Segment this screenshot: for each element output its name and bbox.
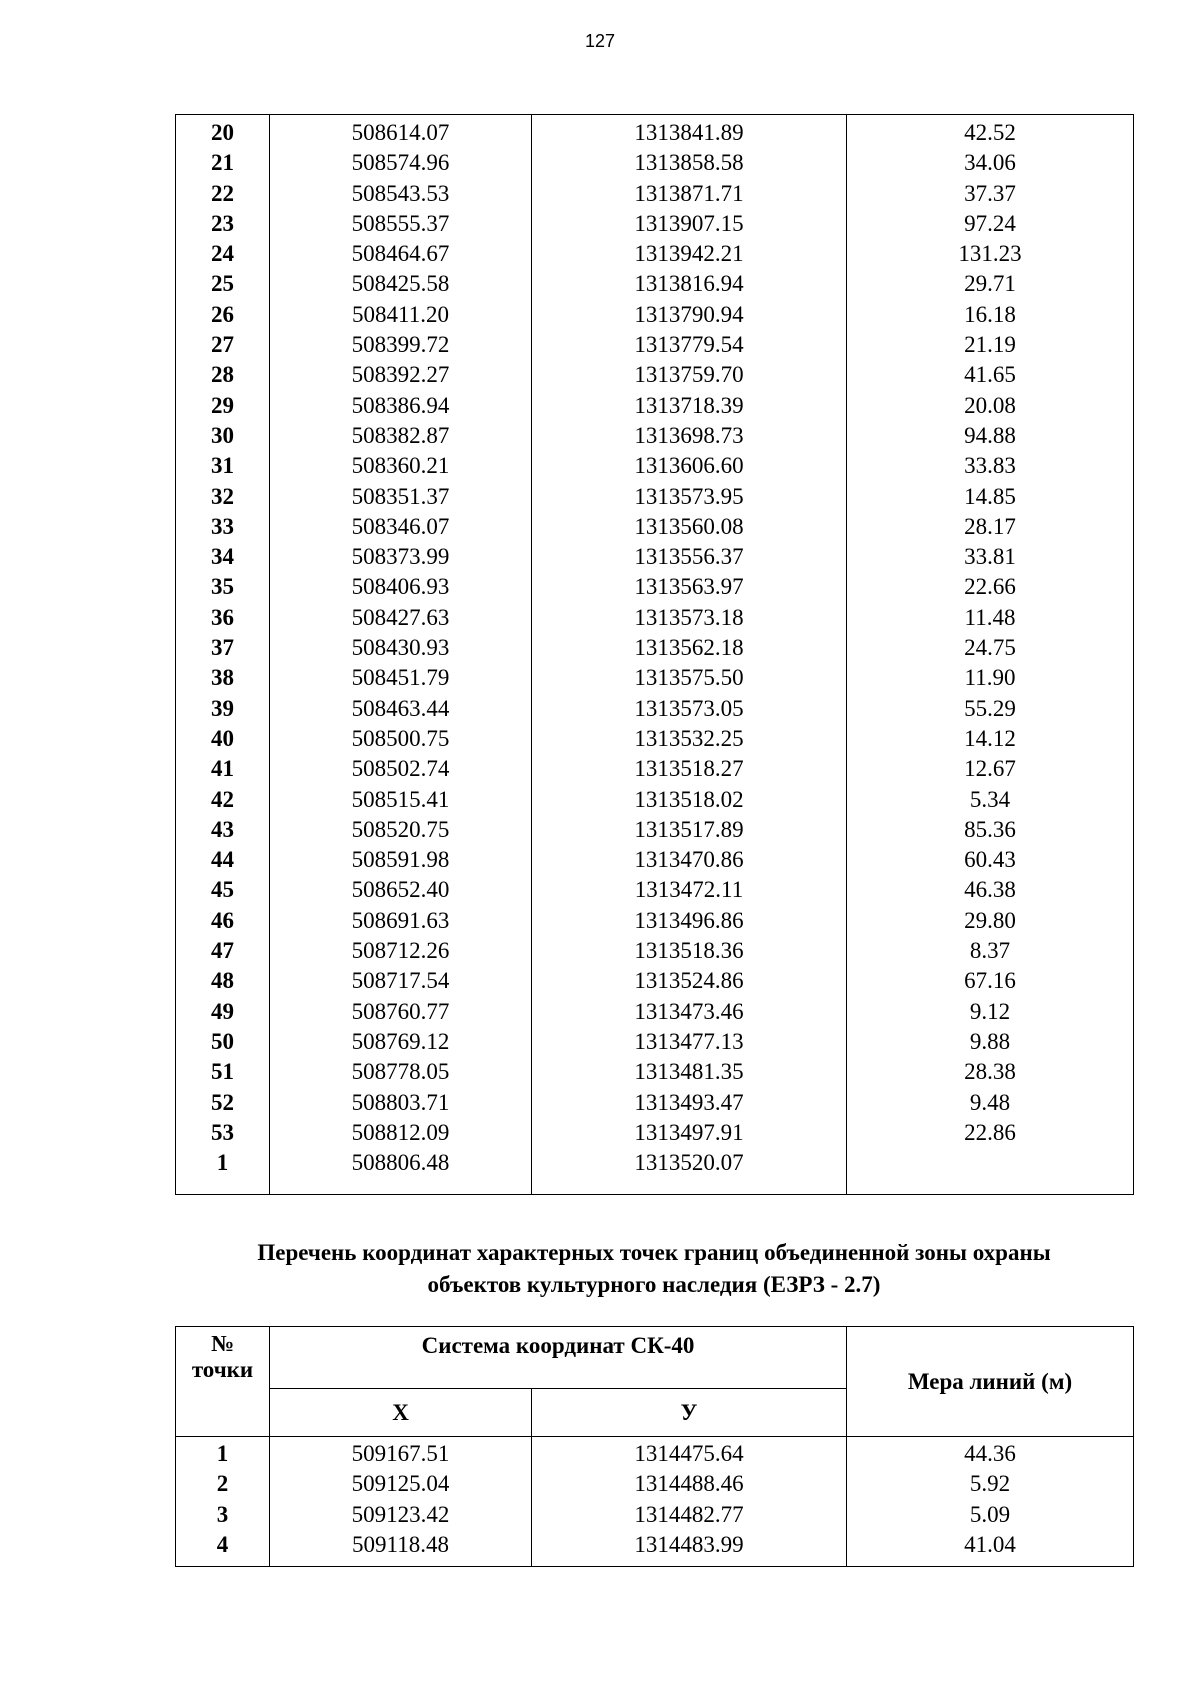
cell-num: 52 bbox=[211, 1089, 234, 1115]
cell-m: 5.09 bbox=[969, 1501, 1011, 1527]
cell-y: 1314475.64 bbox=[634, 1441, 744, 1466]
header-point-number-line-2: точки bbox=[191, 1357, 254, 1382]
cell-x: 508712.26 bbox=[351, 938, 450, 964]
cell-x: 509167.51 bbox=[351, 1441, 450, 1466]
cell-m: 34.06 bbox=[964, 150, 1016, 176]
cell-num: 28 bbox=[211, 362, 234, 388]
cell-y: 1313858.58 bbox=[634, 150, 744, 176]
cell-x: 508500.75 bbox=[351, 725, 450, 751]
cell-num: 53 bbox=[211, 1119, 234, 1145]
header-coordinate-system: Система координат СК-40 bbox=[270, 1327, 847, 1389]
header-y: У bbox=[532, 1389, 847, 1437]
cell-num: 44 bbox=[211, 847, 234, 873]
cell-num: 48 bbox=[211, 968, 234, 994]
cell-x: 508360.21 bbox=[351, 453, 450, 479]
cell-m: 22.86 bbox=[964, 1119, 1016, 1145]
cell-m: 44.36 bbox=[964, 1441, 1016, 1466]
cell-x: 508399.72 bbox=[351, 332, 450, 358]
cell-y: 1314482.77 bbox=[634, 1501, 744, 1527]
y-coordinate-column bbox=[532, 1437, 847, 1567]
cell-y: 1313907.15 bbox=[634, 210, 744, 236]
cell-num: 51 bbox=[211, 1059, 234, 1085]
cell-m bbox=[847, 1148, 1133, 1178]
page-number: 127 bbox=[584, 31, 616, 51]
cell-y: 1313517.89 bbox=[634, 816, 744, 842]
cell-m: 9.48 bbox=[969, 1089, 1011, 1115]
header-point-number-line-1: № bbox=[210, 1331, 235, 1356]
cell-y: 1313518.02 bbox=[634, 786, 744, 812]
cell-y: 1313871.71 bbox=[634, 180, 744, 206]
x-coordinate-column bbox=[270, 1437, 532, 1567]
cell-x: 508464.67 bbox=[351, 241, 450, 267]
cell-x: 508430.93 bbox=[351, 635, 450, 661]
cell-y: 1313560.08 bbox=[634, 513, 744, 539]
cell-num: 31 bbox=[211, 453, 234, 479]
cell-m: 33.81 bbox=[964, 544, 1016, 570]
cell-y: 1313470.86 bbox=[634, 847, 744, 873]
cell-m: 14.12 bbox=[964, 725, 1016, 751]
cell-y: 1313606.60 bbox=[634, 453, 744, 479]
cell-y: 1313575.50 bbox=[634, 665, 744, 691]
cell-x: 508351.37 bbox=[351, 483, 450, 509]
cell-y: 1313532.25 bbox=[634, 725, 744, 751]
cell-y: 1313573.95 bbox=[634, 483, 744, 509]
line-measure-column bbox=[847, 1437, 1134, 1567]
point-number-column bbox=[176, 115, 270, 1195]
cell-m: 60.43 bbox=[964, 847, 1016, 873]
cell-y: 1313759.70 bbox=[634, 362, 744, 388]
cell-m: 46.38 bbox=[964, 877, 1016, 903]
cell-y: 1313524.86 bbox=[634, 968, 744, 994]
table-row bbox=[176, 115, 1134, 1195]
cell-num: 26 bbox=[211, 301, 234, 327]
cell-m: 28.17 bbox=[964, 513, 1016, 539]
cell-x: 508803.71 bbox=[351, 1089, 450, 1115]
cell-y: 1313472.11 bbox=[634, 877, 744, 903]
cell-num: 43 bbox=[211, 816, 234, 842]
cell-y: 1313481.35 bbox=[634, 1059, 744, 1085]
cell-num: 3 bbox=[216, 1501, 229, 1527]
cell-m: 8.37 bbox=[969, 938, 1011, 964]
cell-m: 16.18 bbox=[964, 301, 1016, 327]
cell-y: 1313790.94 bbox=[634, 301, 744, 327]
cell-num: 46 bbox=[211, 907, 234, 933]
line-measure-column bbox=[847, 115, 1134, 1195]
coordinates-table-ezrz-2-7 bbox=[175, 1326, 1134, 1567]
cell-x: 508812.09 bbox=[351, 1119, 450, 1145]
cell-m: 20.08 bbox=[964, 392, 1016, 418]
section-title-line-2: объектов культурного наследия (ЕЗРЗ - 2.7) bbox=[427, 1272, 881, 1297]
coordinates-table-continued bbox=[175, 114, 1134, 1195]
cell-m: 33.83 bbox=[964, 453, 1016, 479]
header-line-measure: Мера линий (м) bbox=[847, 1327, 1134, 1437]
header-x: Х bbox=[270, 1389, 532, 1437]
section-title bbox=[175, 1237, 1133, 1301]
cell-y: 1313718.39 bbox=[634, 392, 744, 418]
cell-m: 28.38 bbox=[964, 1059, 1016, 1085]
cell-y: 1313573.05 bbox=[634, 695, 744, 721]
header-point-number bbox=[176, 1327, 270, 1437]
cell-x: 508386.94 bbox=[351, 392, 450, 418]
cell-num: 24 bbox=[211, 241, 234, 267]
cell-num: 42 bbox=[211, 786, 234, 812]
cell-y: 1313563.97 bbox=[634, 574, 744, 600]
cell-y: 1313518.36 bbox=[634, 938, 744, 964]
cell-m: 42.52 bbox=[964, 120, 1016, 145]
cell-m: 5.92 bbox=[969, 1471, 1011, 1497]
cell-m: 14.85 bbox=[964, 483, 1016, 509]
cell-num: 38 bbox=[211, 665, 234, 691]
cell-y: 1313562.18 bbox=[634, 635, 744, 661]
cell-num: 22 bbox=[211, 180, 234, 206]
cell-x: 508543.53 bbox=[351, 180, 450, 206]
cell-num: 45 bbox=[211, 877, 234, 903]
cell-x: 508760.77 bbox=[351, 998, 450, 1024]
cell-x: 508346.07 bbox=[351, 513, 450, 539]
cell-x: 508451.79 bbox=[351, 665, 450, 691]
cell-y: 1313556.37 bbox=[634, 544, 744, 570]
cell-num: 33 bbox=[211, 513, 234, 539]
cell-x: 508778.05 bbox=[351, 1059, 450, 1085]
cell-num: 20 bbox=[211, 120, 234, 145]
cell-m: 29.71 bbox=[964, 271, 1016, 297]
cell-m: 11.48 bbox=[964, 604, 1016, 630]
cell-y: 1313942.21 bbox=[634, 241, 744, 267]
cell-x: 508769.12 bbox=[351, 1028, 450, 1054]
cell-m: 94.88 bbox=[964, 422, 1016, 448]
cell-m: 131.23 bbox=[958, 241, 1022, 267]
cell-num: 23 bbox=[211, 210, 234, 236]
cell-m: 85.36 bbox=[964, 816, 1016, 842]
cell-m: 5.34 bbox=[969, 786, 1011, 812]
cell-num: 50 bbox=[211, 1028, 234, 1054]
cell-x: 508555.37 bbox=[351, 210, 450, 236]
cell-num: 29 bbox=[211, 392, 234, 418]
cell-m: 22.66 bbox=[964, 574, 1016, 600]
cell-m: 55.29 bbox=[964, 695, 1016, 721]
cell-x: 509118.48 bbox=[352, 1531, 449, 1557]
cell-m: 9.88 bbox=[969, 1028, 1011, 1054]
section-title-line-1: Перечень координат характерных точек границ объединенной зоны охраны bbox=[257, 1240, 1051, 1265]
x-coordinate-column bbox=[270, 115, 532, 1195]
cell-x: 508574.96 bbox=[351, 150, 450, 176]
cell-m: 29.80 bbox=[964, 907, 1016, 933]
cell-m: 24.75 bbox=[964, 635, 1016, 661]
cell-x: 508717.54 bbox=[351, 968, 450, 994]
cell-num: 49 bbox=[211, 998, 234, 1024]
cell-y: 1313493.47 bbox=[634, 1089, 744, 1115]
cell-x: 508427.63 bbox=[351, 604, 450, 630]
cell-x: 508463.44 bbox=[351, 695, 450, 721]
cell-num: 25 bbox=[211, 271, 234, 297]
cell-num: 40 bbox=[211, 725, 234, 751]
cell-num: 39 bbox=[211, 695, 234, 721]
cell-y: 1313841.89 bbox=[634, 120, 744, 145]
cell-num: 2 bbox=[216, 1471, 229, 1497]
cell-x: 509123.42 bbox=[351, 1501, 450, 1527]
cell-x: 508411.20 bbox=[352, 301, 449, 327]
cell-num: 35 bbox=[211, 574, 234, 600]
cell-y: 1313779.54 bbox=[634, 332, 744, 358]
cell-m: 9.12 bbox=[969, 998, 1011, 1024]
cell-x: 509125.04 bbox=[351, 1471, 450, 1497]
cell-x: 508591.98 bbox=[351, 847, 450, 873]
cell-y: 1313520.07 bbox=[634, 1150, 744, 1176]
cell-num: 36 bbox=[211, 604, 234, 630]
cell-y: 1314483.99 bbox=[634, 1531, 744, 1557]
cell-num: 30 bbox=[211, 422, 234, 448]
cell-x: 508614.07 bbox=[351, 120, 450, 145]
cell-num: 1 bbox=[216, 1441, 229, 1466]
cell-m: 11.90 bbox=[964, 665, 1016, 691]
cell-m: 21.19 bbox=[964, 332, 1016, 358]
cell-num: 41 bbox=[211, 756, 234, 782]
cell-m: 12.67 bbox=[964, 756, 1016, 782]
cell-num: 34 bbox=[211, 544, 234, 570]
cell-x: 508392.27 bbox=[351, 362, 450, 388]
cell-x: 508406.93 bbox=[351, 574, 450, 600]
table-row bbox=[176, 1437, 1134, 1567]
cell-x: 508502.74 bbox=[351, 756, 450, 782]
cell-y: 1313698.73 bbox=[634, 422, 744, 448]
cell-m: 41.65 bbox=[964, 362, 1016, 388]
cell-x: 508373.99 bbox=[351, 544, 450, 570]
cell-x: 508515.41 bbox=[351, 786, 450, 812]
cell-num: 21 bbox=[211, 150, 234, 176]
cell-y: 1313477.13 bbox=[634, 1028, 744, 1054]
cell-num: 27 bbox=[211, 332, 234, 358]
cell-num: 37 bbox=[211, 635, 234, 661]
cell-x: 508652.40 bbox=[351, 877, 450, 903]
cell-x: 508382.87 bbox=[351, 422, 450, 448]
cell-x: 508806.48 bbox=[351, 1150, 450, 1176]
cell-y: 1313496.86 bbox=[634, 907, 744, 933]
cell-x: 508520.75 bbox=[351, 816, 450, 842]
cell-y: 1314488.46 bbox=[634, 1471, 744, 1497]
cell-y: 1313816.94 bbox=[634, 271, 744, 297]
cell-m: 41.04 bbox=[964, 1531, 1016, 1557]
point-number-column bbox=[176, 1437, 270, 1567]
cell-y: 1313497.91 bbox=[634, 1119, 744, 1145]
cell-x: 508425.58 bbox=[351, 271, 450, 297]
cell-num: 47 bbox=[211, 938, 234, 964]
cell-y: 1313473.46 bbox=[634, 998, 744, 1024]
cell-m: 97.24 bbox=[964, 210, 1016, 236]
cell-y: 1313573.18 bbox=[634, 604, 744, 630]
cell-num: 4 bbox=[216, 1531, 229, 1557]
cell-y: 1313518.27 bbox=[634, 756, 744, 782]
cell-num: 1 bbox=[216, 1150, 229, 1176]
cell-m: 67.16 bbox=[964, 968, 1016, 994]
y-coordinate-column bbox=[532, 115, 847, 1195]
cell-x: 508691.63 bbox=[351, 907, 450, 933]
cell-m: 37.37 bbox=[964, 180, 1016, 206]
cell-num: 32 bbox=[211, 483, 234, 509]
